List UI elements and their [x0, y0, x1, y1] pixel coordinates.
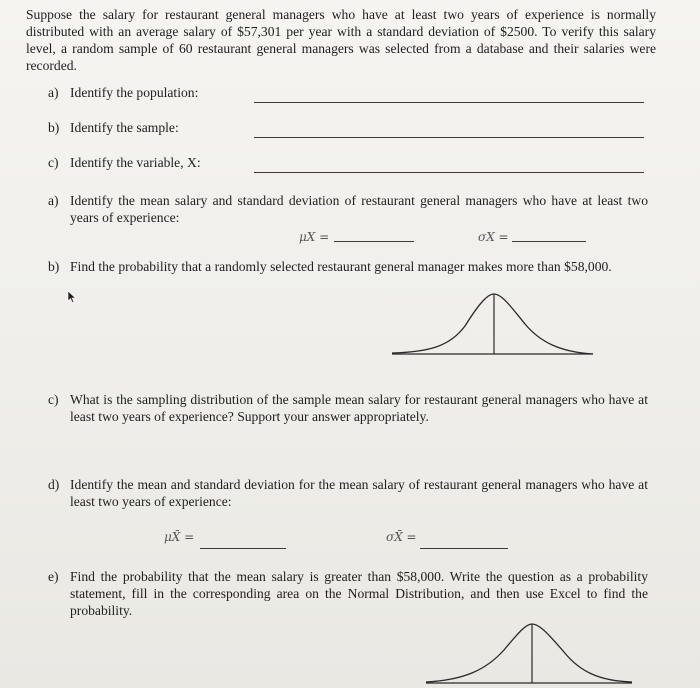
question-text: Find the probability that the mean salary is greater than $58,000. Write the question as a probability statement, fill in the corresponding area on the Normal Distribution, and then use Excel to find the probability.: [70, 569, 648, 618]
sigma-x-symbol: σX =: [478, 230, 509, 244]
question-e-probability-mean: [48, 568, 648, 620]
question-text: Identify the sample:: [70, 120, 179, 135]
question-letter: b): [48, 120, 60, 135]
question-letter: c): [48, 392, 59, 407]
question-text: Identify the mean salary and standard deviation of restaurant general managers who have at least two years of experience:: [70, 193, 648, 225]
question-text: Identify the mean and standard deviation for the mean salary of restaurant general managers who have at least two years of experience:: [70, 477, 648, 509]
question-letter: d): [48, 477, 60, 492]
mouse-cursor-icon: [66, 290, 78, 304]
question-text: Identify the population:: [70, 85, 199, 100]
question-text: Identify the variable, X:: [70, 155, 201, 170]
answer-line-sigma-xbar[interactable]: [420, 548, 508, 549]
question-letter: c): [48, 155, 59, 170]
answer-line-mu-x[interactable]: [334, 241, 414, 242]
answer-line-sample[interactable]: [254, 137, 644, 138]
answer-line-sigma-x[interactable]: [512, 241, 586, 242]
question-letter: e): [48, 569, 59, 584]
normal-curve-2[interactable]: [424, 620, 634, 686]
question-c-sampling-distribution: [48, 391, 648, 427]
answer-line-population[interactable]: [254, 102, 644, 103]
mu-xbar-symbol: μX̄ =: [164, 530, 195, 544]
problem-intro: Suppose the salary for restaurant general managers who have at least two years of experience is normally distributed with an average salary of $57,301 per year with a standard deviation of $2500. To verify this salary level, a random sample of 60 restaurant general managers was selected from a database and their salaries were recorded.: [26, 7, 656, 73]
bell-curve: [392, 294, 593, 354]
question-letter: a): [48, 193, 59, 208]
answer-line-mu-xbar[interactable]: [200, 548, 286, 549]
question-letter: b): [48, 259, 60, 274]
question-text: Find the probability that a randomly selected restaurant general manager makes more than $58,000.: [70, 259, 612, 274]
answer-line-variable[interactable]: [254, 172, 644, 173]
mu-x-symbol: μX =: [299, 230, 330, 244]
normal-curve-1[interactable]: [390, 288, 595, 360]
question-text: What is the sampling distribution of the sample mean salary for restaurant general managers who have at least two years of experience? Support your answer appropriately.: [70, 392, 648, 424]
question-a-mean-sd: [48, 192, 648, 228]
sigma-xbar-symbol: σX̄ =: [386, 530, 417, 544]
question-letter: a): [48, 85, 59, 100]
question-d-mean-sd-xbar: [48, 476, 648, 512]
bell-curve: [426, 624, 632, 682]
